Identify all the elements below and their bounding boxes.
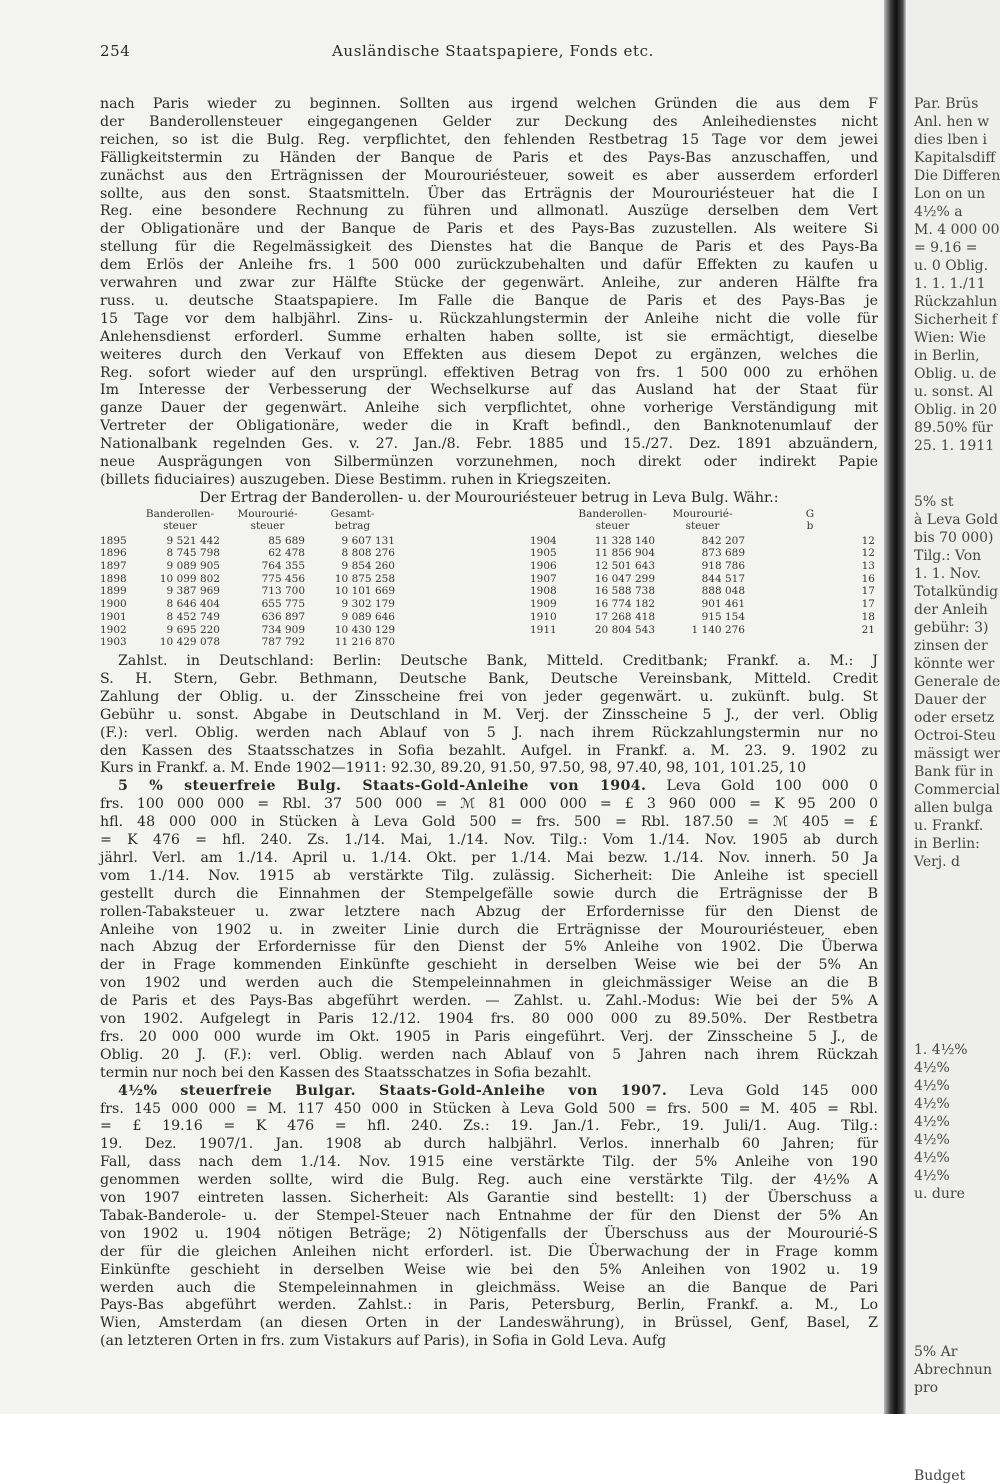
table-cell: 11 216 870	[334, 636, 395, 649]
table-cell: 9 089 646	[341, 610, 395, 623]
table-cell: 1897	[100, 560, 127, 573]
text-line: Fall, dass nach dem 1./14. Nov. 1915 eine verstärkte Tilg. der 5% Anleihe von 190	[100, 1154, 878, 1171]
text-line: jährl. Verl. am 1./14. April u. 1./14. Okt. per 1./14. Mai bezw. 1./14. Nov. innerh. 50 Ja	[100, 849, 878, 866]
text-line: von 1902 u. 1904 nötigen Beträge; 2) Nötigenfalls der Überschuss aus der Mourourié-S	[100, 1225, 878, 1242]
right-page-text-fragment: à Leva Gold	[914, 512, 999, 528]
table-cell: 10 875 258	[334, 572, 395, 585]
text-line: frs. 100 000 000 = Rbl. 37 500 000 = ℳ 81 000 000 = £ 3 960 000 = K 95 200 0	[100, 796, 878, 813]
text-line: dem Erlös der Anleihe frs. 1 500 000 zurückzubehalten und dafür Effekten zu kaufen u	[100, 257, 878, 274]
table-cell: 9 854 260	[341, 560, 395, 573]
text-line: Wien, Amsterdam (an diesen Orten in der Landeswährung), in Brüssel, Genf, Basel, Z	[100, 1315, 878, 1332]
table-cell: 844 517	[701, 572, 745, 585]
table-cell: 9 607 131	[341, 534, 395, 547]
text-line: der Obligationäre und der Banque de Paris et des Pays-Bas zuzustellen. Als weitere Si	[100, 221, 878, 238]
right-page-text-fragment: Dauer der	[914, 692, 986, 708]
text-line: der für die gleichen Anleihen nicht erforderl. ist. Die Überwachung der in Frage komm	[100, 1243, 878, 1260]
text-line: neue Ausprägungen von Silbermünzen vorzunehmen, noch direkt oder indirekt Papie	[100, 454, 878, 470]
table-cell: 16 774 182	[594, 598, 655, 611]
text-line: 19. Dez. 1907/1. Jan. 1908 ab durch halbjährl. Verlos. innerhalb 60 Jahren; für	[100, 1136, 878, 1153]
table-cell: 16 047 299	[594, 572, 655, 585]
table-cell: 9 089 905	[166, 560, 220, 573]
book-gutter	[884, 0, 906, 1414]
right-page-text-fragment: Oblig. u. de	[914, 366, 997, 382]
right-page-text-fragment: 1. 1. Nov.	[914, 566, 981, 582]
right-page-text-fragment: Sicherheit f	[914, 312, 997, 328]
text-line: Im Interesse der Verbesserung der Wechselkurse auf das Ausland hat der Staat für	[100, 382, 878, 399]
table-header: Banderollen- steuer	[578, 507, 647, 533]
text-line: (F.): verl. Oblig. werden nach Ablauf von 5 J. nach ihrem Rückzahlungstermin nur no	[100, 724, 878, 741]
right-page-text-fragment: 4½%	[914, 1132, 950, 1148]
table-cell: 888 048	[701, 585, 745, 598]
right-page-text-fragment: mässigt wer	[914, 746, 1000, 762]
table-cell: 1900	[100, 598, 127, 611]
text-line: verwahren und zwar zur Hälfte Stücke der gegenwärt. Anleihe, zur anderen Hälfte fra	[100, 275, 878, 291]
text-line: nach Abzug der Erfordernisse für den Dienst der 5% Anleihe von 1902. Die Überwa	[100, 939, 878, 956]
text-line: Fälligkeitstermin zu Händen der Banque de Paris et des Pays-Bas anzuschaffen, und	[100, 149, 878, 166]
text-line: zunächst aus den Erträgnissen der Mourouriésteuer, soweit es aber ausserdem erforderl	[100, 167, 878, 184]
text-line: rollen-Tabaksteuer u. zwar letztere nach Abzug der Erfordernisse für den Dienst de	[100, 903, 878, 920]
table-cell: 1904	[530, 534, 557, 547]
right-page-text-fragment: 4½%	[914, 1060, 950, 1076]
text-line: hfl. 48 000 000 in Stücken à Leva Gold 500 = frs. 500 = Rbl. 187.50 = ℳ 405 = £	[100, 814, 878, 831]
table-cell: 655 775	[261, 598, 305, 611]
right-page-text-fragment: Wien: Wie	[914, 330, 986, 346]
text-line: stellung für die Regelmässigkeit des Dienstes hat die Banque de Paris et des Pays-Ba	[100, 239, 878, 256]
table-cell: 10 099 802	[159, 572, 220, 585]
table-header: Gesamt- betrag	[330, 507, 375, 533]
text-line: Zahlst. in Deutschland: Berlin: Deutsche Bank, Mitteld. Creditbank; Frankf. a. M.: J	[118, 653, 878, 669]
text-line: Oblig. 20 J. (F.): verl. Oblig. werden nach Ablauf von 5 Jahren nach ihrem Rückzah	[100, 1046, 878, 1063]
right-page-text-fragment: u. Frankf.	[914, 818, 984, 834]
table-header: G b	[805, 507, 815, 533]
table-header: Banderollen- steuer	[145, 507, 215, 533]
text-line: de Paris et des Pays-Bas abgeführt werden. — Zahlst. u. Zahl.-Modus: Wie bei der 5% A	[100, 993, 878, 1010]
running-title: Ausländische Staatspapiere, Fonds etc.	[332, 42, 654, 60]
table-cell: 9 387 969	[166, 585, 220, 598]
right-page-text-fragment: 1. 4½%	[914, 1042, 968, 1058]
right-page-text-fragment: zinsen der	[914, 638, 988, 654]
table-cell: 1898	[100, 572, 127, 585]
right-page-text-fragment: u. sonst. Al	[914, 384, 993, 400]
text-line: Anlehensdienst erforderl. Summe erhalten haben sollte, ist sie ermächtigt, dieselbe	[100, 328, 878, 345]
text-line: Reg. sofort wieder auf den ursprüngl. effektiven Betrag von frs. 1 500 000 zu erhöhen	[100, 364, 878, 381]
text-line: vom 1./14. Nov. 1915 ab verstärkte Tilg. zulässig. Sicherheit: Die Anleihe ist speciell	[100, 867, 878, 884]
table-cell: 9 521 442	[166, 534, 220, 547]
text-line: von 1902. Aufgelegt in Paris 12./12. 1904 frs. 80 000 000 zu 89.50%. Der Restbetra	[100, 1011, 878, 1027]
text-line: = K 476 = hfl. 240. Zs. 1./14. Mai, 1./14. Nov. Tilg.: Vom 1./14. Nov. 1905 ab durch	[100, 832, 878, 848]
table-cell: 20 804 543	[594, 623, 655, 636]
table-cell: 8 808 276	[341, 547, 395, 560]
right-page-text-fragment: 4½%	[914, 1078, 950, 1094]
right-page-text-fragment: in Berlin,	[914, 348, 980, 364]
right-page-text-fragment: Anl. hen w	[914, 114, 990, 130]
right-page-text-fragment: 5% Ar	[914, 1344, 958, 1360]
text-line: (billets fiduciaires) auszugeben. Diese Bestimm. ruhen in Kriegszeiten.	[100, 471, 612, 488]
right-page-text-fragment: 89.50% für	[914, 420, 993, 436]
table-header: Mourourié- steuer	[237, 507, 298, 533]
text-line: russ. u. deutsche Staatspapiere. Im Falle die Banque de Paris et des Pays-Bas je	[100, 292, 878, 309]
right-page-text-fragment: Abrechnun	[914, 1362, 992, 1378]
right-page-text-fragment: = 9.16 =	[914, 240, 978, 256]
right-page-text-fragment: gebühr: 3)	[914, 620, 989, 636]
page-header	[100, 42, 878, 62]
table-cell: 842 207	[701, 534, 745, 547]
table-cell: 1 140 276	[691, 623, 745, 636]
right-page-text-fragment: M. 4 000 00	[914, 222, 1000, 238]
table-cell: 12	[861, 547, 875, 560]
text-line: werden auch die Stempeleinnahmen in gleichmäss. Weise an die Banque de Pari	[100, 1279, 878, 1296]
right-page-text-fragment: 4½% a	[914, 204, 963, 220]
right-page-text-fragment: 4½%	[914, 1168, 950, 1184]
table-cell: 18	[861, 610, 875, 623]
table-cell: 9 302 179	[341, 598, 395, 611]
table-cell: 10 430 129	[334, 623, 395, 636]
right-page-text-fragment: oder ersetz	[914, 710, 995, 726]
right-page-text-fragment: Lon on un	[914, 186, 986, 202]
right-page-text-fragment: 1. 1. 1./11	[914, 276, 986, 292]
right-page-text-fragment: 4½%	[914, 1150, 950, 1166]
table-cell: 1901	[100, 610, 127, 623]
text-line: Tabak-Banderole- u. der Stempel-Steuer nach Entnahme der für den Dienst der 5% An	[100, 1207, 878, 1224]
right-page-text-fragment: dies lben i	[914, 132, 988, 148]
right-page-text-fragment: 4½%	[914, 1114, 950, 1130]
table-cell: 16	[861, 572, 875, 585]
table-cell: 1902	[100, 623, 127, 636]
text-line: weiteres durch den Verkauf von Effekten aus diesem Depot zu ergänzen, welches die	[100, 346, 878, 363]
text-line: Nationalbank regelnden Ges. v. 27. Jan./8. Febr. 1885 und 15./27. Dez. 1891 abzuändern,	[100, 436, 878, 453]
right-page-text-fragment: u. 0 Oblig.	[914, 258, 989, 274]
text-line: der in Frage kommenden Einkünfte geschieht in derselben Weise wie bei der 5% An	[100, 957, 878, 974]
table-cell: 1895	[100, 534, 127, 547]
section-title-line	[100, 778, 878, 795]
text-line: Zahlung der Oblig. u. der Zinsscheine frei von jeder gegenwärt. u. zukünft. bulg. St	[100, 688, 878, 705]
text-line: Pays-Bas abgeführt werden. Zahlst.: in Paris, Petersburg, Berlin, Frankf. a. M., Lo	[100, 1297, 878, 1314]
text-line: Vertreter der Obligationäre, weder die in Kraft befindl., den Banknotenumlauf der	[100, 418, 878, 435]
right-page-text-fragment: in Berlin:	[914, 836, 980, 852]
section-title: 5 % steuerfreie Bulg. Staats-Gold-Anleihe von 1904.	[118, 778, 647, 795]
table-cell: 713 700	[261, 585, 305, 598]
text-line: = £ 19.16 = K 476 = hfl. 240. Zs.: 19. Jan./1. Febr., 19. Juli/1. Aug. Tilg.:	[100, 1118, 878, 1135]
text-line: termin nur noch bei den Kassen des Staatsschatzes in Sofia bezahlt.	[100, 1064, 592, 1081]
right-page-text-fragment: Kapitalsdiff	[914, 150, 996, 166]
page-number: 254	[100, 42, 131, 60]
right-page-text-fragment: 4½%	[914, 1096, 950, 1112]
table-cell: 8 646 404	[166, 598, 220, 611]
text-line: der Banderollensteuer eingegangenen Gelder zur Deckung des Anleihedienstes nicht	[100, 113, 878, 130]
text-line: Gebühr u. sonst. Abgabe in Deutschland in M. Verj. der Zinsscheine 5 J., der verl. Oblig	[100, 706, 878, 723]
right-page-text-fragment: Rückzahlun	[914, 294, 998, 310]
table-cell: 13	[861, 560, 875, 573]
table-cell: 1905	[530, 547, 557, 560]
table-cell: 85 689	[268, 534, 305, 547]
table-cell: 873 689	[701, 547, 745, 560]
right-page-text-fragment: Bank für in	[914, 764, 994, 780]
right-page-text-fragment: der Anleih	[914, 602, 988, 618]
table-cell: 918 786	[701, 560, 745, 573]
text-line: ganze Dauer der gegenwärt. Anleihe sich verpflichtet, ohne vorherige Verständigung mit	[100, 400, 878, 417]
table-cell: 62 478	[268, 547, 305, 560]
table-cell: 17 268 418	[594, 610, 655, 623]
right-page-text-fragment: Par. Brüs	[914, 96, 979, 112]
right-page-text-fragment: bis 70 000)	[914, 530, 994, 546]
text-line: S. H. Stern, Gebr. Bethmann, Deutsche Bank, Deutsche Vereinsbank, Mitteld. Credit	[100, 670, 878, 687]
table-cell: 10 101 669	[334, 585, 395, 598]
text-line: von 1902 und werden auch die Stempeleinnahmen in gleichmässiger Weise an die B	[100, 975, 878, 992]
table-cell: 764 355	[261, 560, 305, 573]
right-page-text-fragment: könnte wer	[914, 656, 995, 672]
text-line: den Kassen des Staatsschatzes in Sofia bezahlt. Aufgel. in Frankf. a. M. 23. 9. 1902 zu	[100, 742, 878, 759]
table-cell: 1910	[530, 610, 557, 623]
text-line: von 1907 eintreten lassen. Sicherheit: Als Garantie sind bestellt: 1) der Überschuss a	[100, 1190, 878, 1206]
table-cell: 8 745 798	[166, 547, 220, 560]
table-cell: 1899	[100, 585, 127, 598]
table-cell: 1903	[100, 636, 127, 649]
table-cell: 787 792	[261, 636, 305, 649]
text-line: 15 Tage vor dem halbjährl. Zins- u. Rückzahlungstermin der Anleihe nicht die volle für	[100, 310, 878, 327]
table-cell: 12 501 643	[594, 560, 655, 573]
table-cell: 17	[861, 598, 875, 611]
table-cell: 9 695 220	[166, 623, 220, 636]
left-page-column	[100, 0, 878, 1414]
table-cell: 915 154	[701, 610, 745, 623]
table-cell: 1896	[100, 547, 127, 560]
table-cell: 21	[861, 623, 875, 636]
right-page-text-fragment: 5% st	[914, 494, 954, 510]
table-cell: 17	[861, 585, 875, 598]
table-cell: 1906	[530, 560, 557, 573]
text-line: (an letzteren Orten in frs. zum Vistakurs auf Paris), in Sofia in Gold Leva. Aufg	[100, 1333, 667, 1350]
table-cell: 8 452 749	[166, 610, 220, 623]
table-cell: 10 429 078	[159, 636, 220, 649]
text-line: Reg. eine besondere Rechnung zu führen und allmonatl. Auszüge derselben dem Vert	[100, 203, 878, 220]
table-cell: 16 588 738	[594, 585, 655, 598]
table-cell: 1907	[530, 572, 557, 585]
right-page-text-fragment: Budget	[914, 1468, 966, 1484]
text-line: Einkünfte geschieht in derselben Weise wie bei den 5% Anleihen von 1902 u. 19	[100, 1261, 878, 1278]
section-title-line	[100, 1083, 878, 1100]
right-page-text-fragment: Generale de	[914, 674, 1000, 690]
text-line: gestellt durch die Einnahmen der Stempelgefälle sowie durch die Erträgnisse der B	[100, 885, 878, 902]
right-page-text-fragment: Oblig. in 20	[914, 402, 998, 418]
text-line: Kurs in Frankf. a. M. Ende 1902—1911: 92.30, 89.20, 91.50, 97.50, 98, 97.40, 98, 101, 101.25, 10	[100, 760, 807, 777]
right-page-text-fragment: Verj. d	[914, 854, 961, 870]
text-line: frs. 145 000 000 = M. 117 450 000 in Stücken à Leva Gold 500 = frs. 500 = M. 405 = Rbl.	[100, 1100, 878, 1117]
right-page-text-fragment: Commercial	[914, 782, 1000, 798]
right-page-text-fragment: Octroi-Steu	[914, 728, 996, 744]
text-line: nach Paris wieder zu beginnen. Sollten aus irgend welchen Gründen die aus dem F	[100, 96, 878, 112]
table-cell: 901 461	[701, 598, 745, 611]
right-page-text-fragment: Totalkündig	[914, 584, 999, 600]
text-line: Anleihe von 1902 u. in zweiter Linie durch die Erträgnisse der Mourouriésteuer, eben	[100, 921, 878, 938]
table-caption: Der Ertrag der Banderollen- u. der Mourouriésteuer betrug in Leva Bulg. Währ.:	[199, 489, 779, 506]
text-line: genommen werden sollte, wird die Bulg. Reg. auch eine verstärkte Tilg. der 4½% A	[100, 1172, 878, 1189]
right-page-text-fragment: u. dure	[914, 1186, 965, 1202]
text-line: reichen, so ist die Bulg. Reg. verpflichtet, den fehlenden Restbetrag 15 Tage vor dem jewei	[100, 131, 878, 148]
table-cell: 12	[861, 534, 875, 547]
right-page-fragment	[906, 0, 1000, 1484]
table-cell: 11 328 140	[594, 534, 655, 547]
section-title-rest: Leva Gold 145 000	[667, 1082, 878, 1099]
section-title-rest: Leva Gold 100 000 0	[646, 778, 878, 795]
right-page-text-fragment: allen bulga	[914, 800, 993, 816]
table-header: Mourourié- steuer	[672, 507, 733, 533]
table-cell: 636 897	[261, 610, 305, 623]
text-line: frs. 20 000 000 wurde im Okt. 1905 in Paris eingeführt. Verj. der Zinsscheine 5 J., de	[100, 1028, 878, 1045]
right-page-text-fragment: Die Differen	[914, 168, 1000, 184]
table-cell: 11 856 904	[594, 547, 655, 560]
right-page-text-fragment: 25. 1. 1911	[914, 438, 995, 454]
table-cell: 734 909	[261, 623, 305, 636]
right-page-text-fragment: Tilg.: Von	[914, 548, 982, 564]
text-line: sollte, aus den sonst. Staatsmitteln. Über das Erträgnis der Mourouriésteuer hat die I	[100, 185, 878, 202]
table-cell: 1908	[530, 585, 557, 598]
table-cell: 775 456	[261, 572, 305, 585]
right-page-text-fragment: pro	[914, 1380, 939, 1396]
table-cell: 1911	[530, 623, 557, 636]
section-title: 4½% steuerfreie Bulgar. Staats-Gold-Anleihe von 1907.	[118, 1082, 668, 1099]
table-cell: 1909	[530, 598, 557, 611]
